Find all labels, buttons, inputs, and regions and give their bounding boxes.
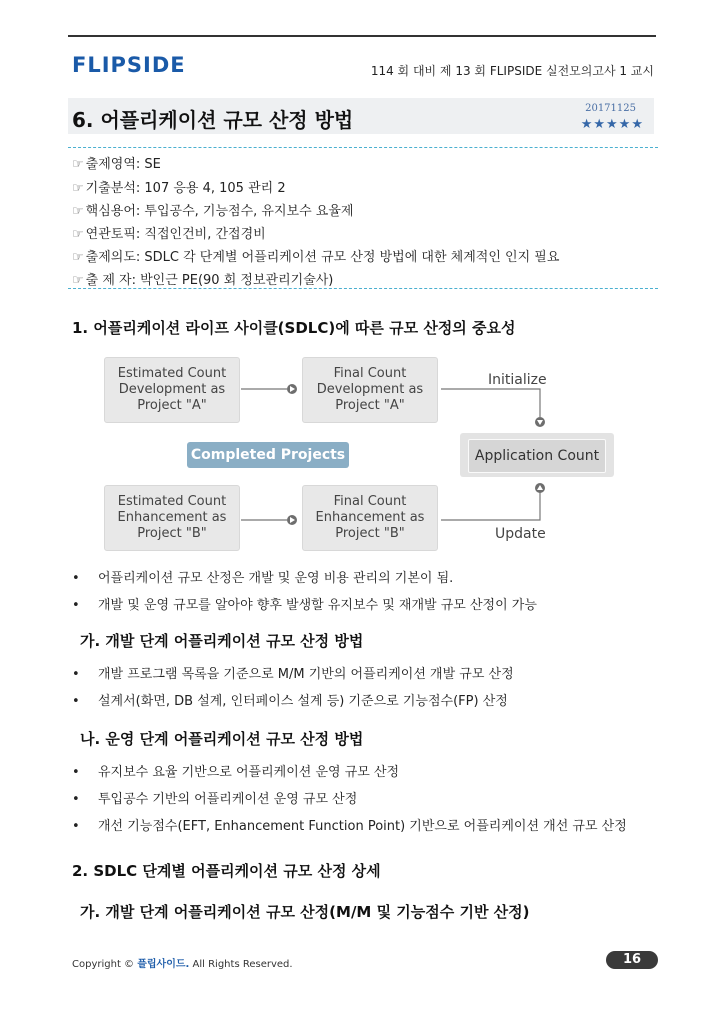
info-divider-bottom	[68, 288, 658, 289]
pointing-hand-icon: ☞	[72, 157, 84, 172]
page-number: 16	[606, 951, 658, 969]
arrow-glyph	[290, 517, 295, 523]
box-final-enh-b: Final Count Enhancement as Project "B"	[302, 485, 438, 551]
list-item: • 유지보수 요율 기반으로 어플리케이션 운영 규모 산정	[72, 765, 400, 780]
sub-heading-ga: 가. 개발 단계 어플리케이션 규모 산정 방법	[80, 632, 364, 650]
info-item: ☞ 핵심용어: 투입공수, 기능점수, 유지보수 요율제	[72, 204, 354, 219]
list-item: • 개선 기능점수(EFT, Enhancement Function Point) 기반으로 어플리케이션 개선 규모 산정	[72, 819, 627, 834]
arrow-head-icon	[287, 515, 297, 525]
box-final-dev-a: Final Count Development as Project "A"	[302, 357, 438, 423]
pointing-hand-icon: ☞	[72, 227, 84, 242]
title-date: 20171125	[585, 103, 636, 114]
section-2-sub-heading: 가. 개발 단계 어플리케이션 규모 산정(M/M 및 기능점수 기반 산정)	[80, 903, 530, 921]
list-item: • 어플리케이션 규모 산정은 개발 및 운영 비용 관리의 기본이 됨.	[72, 571, 454, 586]
box-estimated-enh-b: Estimated Count Enhancement as Project "B"	[104, 485, 240, 551]
info-item: ☞ 기출분석: 107 응용 4, 105 관리 2	[72, 181, 286, 196]
list-item: • 개발 프로그램 목록을 기준으로 M/M 기반의 어플리케이션 개발 규모 산정	[72, 667, 514, 682]
page-title: 6. 어플리케이션 규모 산정 방법	[72, 108, 354, 132]
list-item: • 투입공수 기반의 어플리케이션 운영 규모 산정	[72, 792, 358, 807]
arrow-head-up-icon	[535, 483, 545, 493]
pointing-hand-icon: ☞	[72, 204, 84, 219]
section-1-heading: 1. 어플리케이션 라이프 사이클(SDLC)에 따른 규모 산정의 중요성	[72, 319, 516, 337]
info-item: ☞ 출제의도: SDLC 각 단계별 어플리케이션 규모 산정 방법에 대한 체계적인 인지 필요	[72, 250, 560, 265]
arrow-glyph	[537, 485, 543, 490]
sub-heading-na: 나. 운영 단계 어플리케이션 규모 산정 방법	[80, 730, 364, 748]
box-estimated-dev-a: Estimated Count Development as Project "A"	[104, 357, 240, 423]
pointing-hand-icon: ☞	[72, 250, 84, 265]
top-rule	[68, 35, 656, 37]
info-divider-top	[68, 147, 658, 148]
pointing-hand-icon: ☞	[72, 273, 84, 288]
connector-update	[441, 492, 540, 520]
flipside-logo: FLIPSIDE	[72, 53, 186, 77]
initialize-label: Initialize	[488, 372, 547, 388]
section-2-heading: 2. SDLC 단계별 어플리케이션 규모 산정 상세	[72, 862, 381, 880]
info-item: ☞ 출 제 자: 박인근 PE(90 회 정보관리기술사)	[72, 273, 334, 288]
arrow-glyph	[290, 386, 295, 392]
copyright: Copyright © 플립사이드. All Rights Reserved.	[72, 959, 293, 970]
arrow-glyph	[537, 420, 543, 425]
connector-initialize	[441, 389, 540, 417]
info-item: ☞ 출제영역: SE	[72, 157, 161, 172]
update-label: Update	[495, 526, 546, 542]
arrow-head-down-icon	[535, 417, 545, 427]
list-item: • 개발 및 운영 규모를 알아야 향후 발생할 유지보수 및 재개발 규모 산정이 가능	[72, 598, 537, 613]
pointing-hand-icon: ☞	[72, 181, 84, 196]
exam-info: 114 회 대비 제 13 회 FLIPSIDE 실전모의고사 1 교시	[370, 64, 654, 78]
application-count-box: Application Count	[468, 439, 606, 473]
difficulty-stars: ★★★★★	[580, 117, 644, 132]
info-item: ☞ 연관토픽: 직접인건비, 간접경비	[72, 227, 266, 242]
completed-projects-label: Completed Projects	[187, 442, 349, 468]
list-item: • 설계서(화면, DB 설계, 인터페이스 설계 등) 기준으로 기능점수(FP) 산정	[72, 694, 508, 709]
arrow-head-icon	[287, 384, 297, 394]
